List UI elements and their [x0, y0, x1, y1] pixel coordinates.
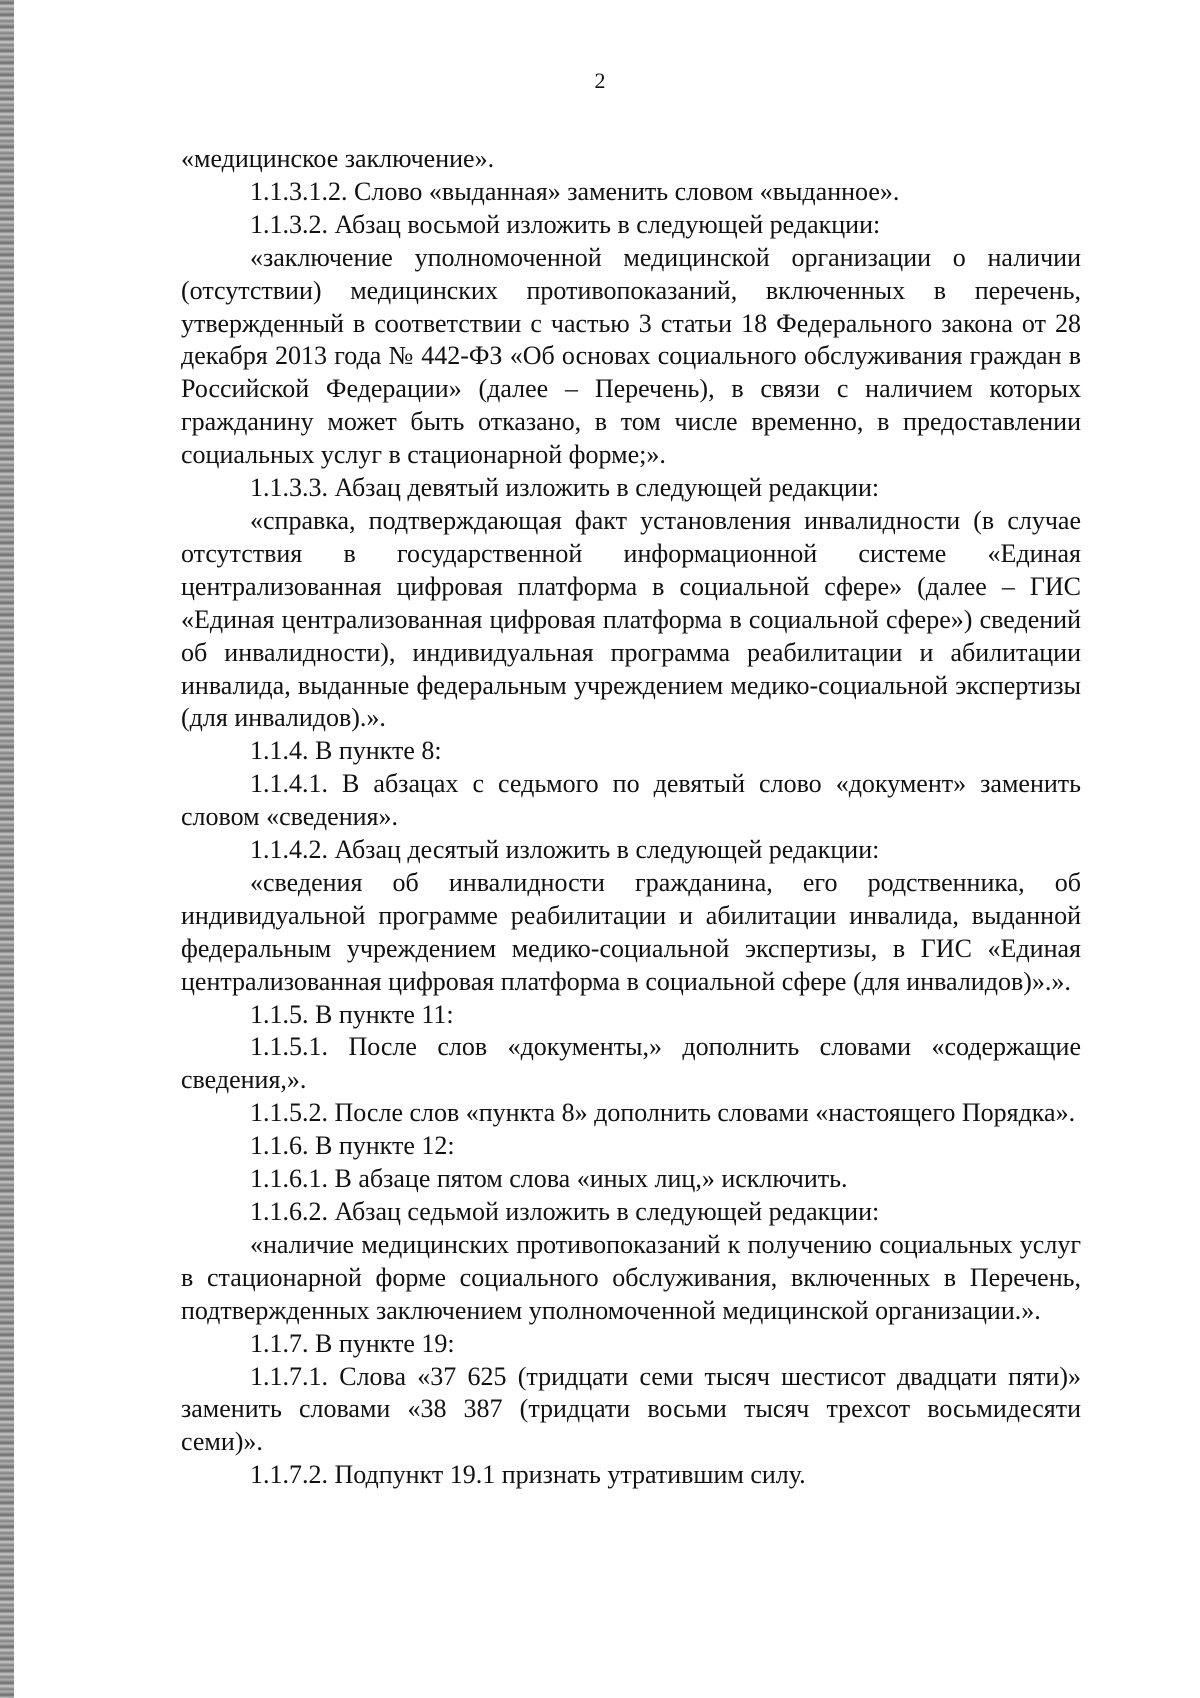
paragraph-18: 1.1.7. В пункте 19: [250, 1328, 455, 1358]
paragraph-19: 1.1.7.1. Слова «37 625 (тридцати семи тысяч шестисот двадцати пяти)» заменить словами «38 387 (тридцати восьми тысяч трехсот восьмидесяти семи)». [181, 1361, 1081, 1457]
paragraph-4: «заключение уполномоченной медицинской организации о наличии (отсутствии) медицинских противопоказаний, включенных в перечень, утвержденный в соответствии с частью 3 статьи 18 Федерального закона от 28 декабря 2013 года № 442-ФЗ «Об основах социального обслуживания граждан в Российской Федерации» (далее – Перечень), в связи с наличием которых гражданину может быть отказано, в том числе временно, в предоставлении социальных услуг в стационарной форме;». [181, 242, 1081, 470]
paragraph-1: «медицинское заключение». [181, 144, 495, 173]
paragraph-17: «наличие медицинских противопоказаний к получению социальных услуг в стационарной форме социального обслуживания, включенных в Перечень, подтвержденных заключением уполномоченной медицинской организации.». [181, 1229, 1081, 1325]
paragraph-16: 1.1.6.2. Абзац седьмой изложить в следующей редакции: [250, 1197, 880, 1226]
paragraph-3: 1.1.3.2. Абзац восьмой изложить в следующей редакции: [250, 209, 881, 239]
paragraph-8: 1.1.4.1. В абзацах с седьмого по девятый слово «документ» заменить словом «сведения». [181, 769, 1081, 832]
page-number: 2 [594, 68, 606, 93]
paragraph-5: 1.1.3.3. Абзац девятый изложить в следующей редакции: [250, 473, 880, 503]
paragraph-11: 1.1.5. В пункте 11: [250, 999, 454, 1029]
paragraph-13: 1.1.5.2. После слов «пункта 8» дополнить словами «настоящего Порядка». [250, 1098, 1076, 1128]
paragraph-7: 1.1.4. В пункте 8: [250, 736, 442, 766]
paragraph-15: 1.1.6.1. В абзаце пятом слова «иных лиц,» исключить. [250, 1164, 848, 1194]
paragraph-20: 1.1.7.2. Подпункт 19.1 признать утратившим силу. [250, 1460, 806, 1490]
paragraph-2: 1.1.3.1.2. Слово «выданная» заменить словом «выданное». [250, 176, 900, 206]
scan-edge [0, 0, 14, 1698]
paragraph-14: 1.1.6. В пункте 12: [250, 1131, 455, 1161]
paragraph-6: «справка, подтверждающая факт установления инвалидности (в случае отсутствия в государственной информационной системе «Единая централизованная цифровая платформа в социальной сфере» (далее – ГИС «Единая централизованная цифровая платформа в социальной сфере») сведений об инвалидности), индивидуальная программа реабилитации и абилитации инвалида, выданные федеральным учреждением медико-социальной экспертизы (для инвалидов).». [181, 505, 1081, 733]
document-body [181, 143, 1081, 1492]
paragraph-9: 1.1.4.2. Абзац десятый изложить в следующей редакции: [250, 835, 880, 865]
paragraph-12: 1.1.5.1. После слов «документы,» дополнить словами «содержащие сведения,». [181, 1032, 1081, 1095]
paragraph-10: «сведения об инвалидности гражданина, его родственника, об индивидуальной программе реабилитации и абилитации инвалида, выданной федеральным учреждением медико-социальной экспертизы, в ГИС «Единая централизованная цифровая платформа в социальной сфере (для инвалидов)».». [181, 867, 1081, 996]
